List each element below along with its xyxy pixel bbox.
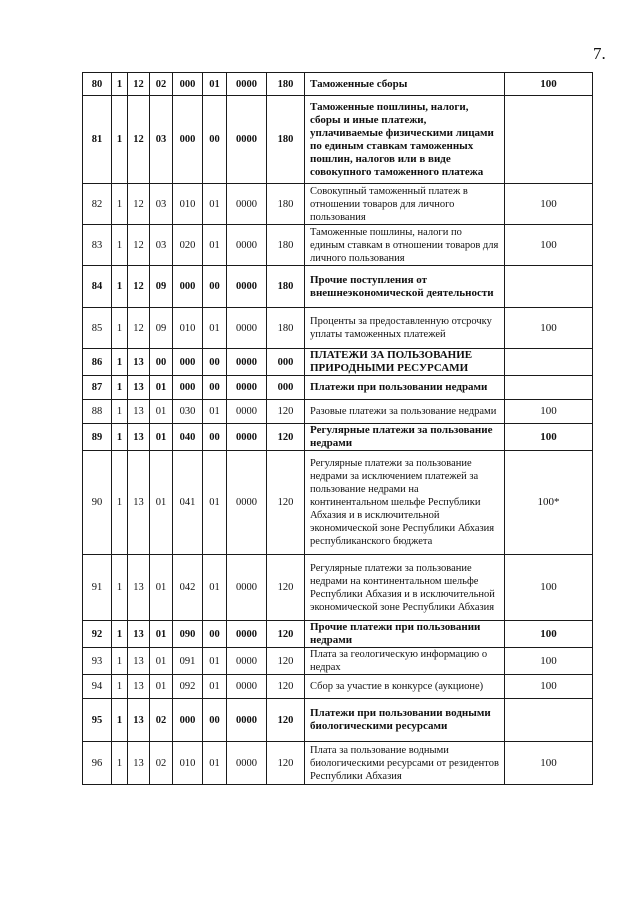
code-classification-cell: 120 — [267, 742, 305, 785]
table-row — [83, 621, 593, 648]
code-program-cell: 0000 — [227, 96, 267, 184]
code-classification-cell: 180 — [267, 96, 305, 184]
item-value-cell: 100 — [505, 675, 593, 699]
code-classification-cell: 180 — [267, 266, 305, 308]
code-element-cell: 00 — [203, 424, 227, 451]
code-subgroup-cell: 12 — [128, 73, 150, 96]
item-value-cell: 100 — [505, 555, 593, 621]
code-article-cell: 01 — [150, 451, 173, 555]
row-number-cell: 91 — [83, 555, 112, 621]
item-value-cell: 100 — [505, 225, 593, 266]
item-name-cell: Регулярные платежи за пользование недрами — [305, 424, 505, 451]
code-subarticle-cell: 010 — [173, 308, 203, 349]
table-row — [83, 400, 593, 424]
item-name-cell: Платежи при пользовании водными биологическими ресурсами — [305, 699, 505, 742]
row-number-cell: 85 — [83, 308, 112, 349]
code-subgroup-cell: 13 — [128, 349, 150, 376]
item-name-cell: Совокупный таможенный платеж в отношении товаров для личного пользования — [305, 184, 505, 225]
code-element-cell: 01 — [203, 400, 227, 424]
code-subarticle-cell: 030 — [173, 400, 203, 424]
code-element-cell: 01 — [203, 742, 227, 785]
code-classification-cell: 120 — [267, 451, 305, 555]
code-classification-cell: 120 — [267, 699, 305, 742]
code-group-cell: 1 — [112, 555, 128, 621]
item-value-cell: 100 — [505, 621, 593, 648]
item-value-cell — [505, 349, 593, 376]
row-number-cell: 87 — [83, 376, 112, 400]
code-classification-cell: 120 — [267, 675, 305, 699]
code-subgroup-cell: 12 — [128, 225, 150, 266]
code-program-cell: 0000 — [227, 699, 267, 742]
table-row — [83, 742, 593, 785]
code-group-cell: 1 — [112, 184, 128, 225]
code-group-cell: 1 — [112, 699, 128, 742]
code-subgroup-cell: 12 — [128, 308, 150, 349]
code-article-cell: 03 — [150, 96, 173, 184]
code-article-cell: 00 — [150, 349, 173, 376]
row-number-cell: 81 — [83, 96, 112, 184]
code-group-cell: 1 — [112, 424, 128, 451]
code-program-cell: 0000 — [227, 648, 267, 675]
code-program-cell: 0000 — [227, 451, 267, 555]
item-name-cell: Таможенные сборы — [305, 73, 505, 96]
code-classification-cell: 120 — [267, 555, 305, 621]
code-subgroup-cell: 13 — [128, 699, 150, 742]
code-program-cell: 0000 — [227, 675, 267, 699]
row-number-cell: 82 — [83, 184, 112, 225]
code-element-cell: 01 — [203, 184, 227, 225]
item-value-cell: 100 — [505, 308, 593, 349]
code-article-cell: 02 — [150, 742, 173, 785]
code-subgroup-cell: 13 — [128, 424, 150, 451]
item-name-cell: Таможенные пошлины, налоги, сборы и иные платежи, уплачиваемые физическими лицами по единым ставкам таможенных пошлин, налогов или в виде совокупного таможенного платежа — [305, 96, 505, 184]
code-classification-cell: 120 — [267, 400, 305, 424]
code-article-cell: 09 — [150, 308, 173, 349]
item-value-cell: 100 — [505, 742, 593, 785]
table-row — [83, 699, 593, 742]
table-row — [83, 225, 593, 266]
table-row — [83, 73, 593, 96]
row-number-cell: 86 — [83, 349, 112, 376]
code-element-cell: 01 — [203, 225, 227, 266]
code-program-cell: 0000 — [227, 400, 267, 424]
code-element-cell: 01 — [203, 555, 227, 621]
code-subarticle-cell: 000 — [173, 699, 203, 742]
code-article-cell: 01 — [150, 675, 173, 699]
item-name-cell: Проценты за предоставленную отсрочку уплаты таможенных платежей — [305, 308, 505, 349]
item-value-cell — [505, 699, 593, 742]
code-subarticle-cell: 041 — [173, 451, 203, 555]
code-subgroup-cell: 12 — [128, 96, 150, 184]
code-subarticle-cell: 000 — [173, 73, 203, 96]
code-article-cell: 02 — [150, 699, 173, 742]
item-value-cell — [505, 266, 593, 308]
code-subgroup-cell: 13 — [128, 376, 150, 400]
code-subgroup-cell: 13 — [128, 648, 150, 675]
row-number-cell: 94 — [83, 675, 112, 699]
code-program-cell: 0000 — [227, 308, 267, 349]
code-subgroup-cell: 13 — [128, 621, 150, 648]
code-subarticle-cell: 010 — [173, 742, 203, 785]
code-article-cell: 01 — [150, 424, 173, 451]
code-element-cell: 00 — [203, 96, 227, 184]
row-number-cell: 90 — [83, 451, 112, 555]
row-number-cell: 89 — [83, 424, 112, 451]
table-row — [83, 308, 593, 349]
code-classification-cell: 120 — [267, 648, 305, 675]
table-row — [83, 376, 593, 400]
item-value-cell: 100 — [505, 400, 593, 424]
code-subgroup-cell: 12 — [128, 184, 150, 225]
item-value-cell: 100 — [505, 184, 593, 225]
item-value-cell — [505, 96, 593, 184]
code-program-cell: 0000 — [227, 266, 267, 308]
code-classification-cell: 180 — [267, 308, 305, 349]
code-program-cell: 0000 — [227, 376, 267, 400]
code-group-cell: 1 — [112, 451, 128, 555]
code-group-cell: 1 — [112, 73, 128, 96]
item-name-cell: Плата за пользование водными биологическими ресурсами от резидентов Республики Абхазия — [305, 742, 505, 785]
code-element-cell: 01 — [203, 675, 227, 699]
item-value-cell: 100 — [505, 648, 593, 675]
code-group-cell: 1 — [112, 675, 128, 699]
code-subgroup-cell: 13 — [128, 400, 150, 424]
code-subarticle-cell: 090 — [173, 621, 203, 648]
row-number-cell: 96 — [83, 742, 112, 785]
code-element-cell: 01 — [203, 73, 227, 96]
item-name-cell: Таможенные пошлины, налоги по единым ставкам в отношении товаров для личного пользования — [305, 225, 505, 266]
code-classification-cell: 120 — [267, 424, 305, 451]
code-subarticle-cell: 000 — [173, 266, 203, 308]
code-element-cell: 01 — [203, 451, 227, 555]
code-element-cell: 00 — [203, 349, 227, 376]
table-row — [83, 555, 593, 621]
code-group-cell: 1 — [112, 621, 128, 648]
code-classification-cell: 180 — [267, 73, 305, 96]
code-classification-cell: 180 — [267, 225, 305, 266]
code-group-cell: 1 — [112, 648, 128, 675]
row-number-cell: 83 — [83, 225, 112, 266]
code-group-cell: 1 — [112, 266, 128, 308]
code-subgroup-cell: 13 — [128, 675, 150, 699]
code-subarticle-cell: 000 — [173, 96, 203, 184]
code-article-cell: 03 — [150, 184, 173, 225]
code-subarticle-cell: 092 — [173, 675, 203, 699]
code-element-cell: 00 — [203, 699, 227, 742]
code-subarticle-cell: 091 — [173, 648, 203, 675]
row-number-cell: 84 — [83, 266, 112, 308]
code-article-cell: 09 — [150, 266, 173, 308]
item-name-cell: Регулярные платежи за пользование недрами за исключением платежей за пользование недрами на континентальном шельфе Республики Абхазия и в исключительной экономической зоне Республики Абхазия республиканского бюджета — [305, 451, 505, 555]
code-subarticle-cell: 010 — [173, 184, 203, 225]
code-article-cell: 01 — [150, 400, 173, 424]
code-classification-cell: 000 — [267, 376, 305, 400]
code-subgroup-cell: 13 — [128, 451, 150, 555]
item-name-cell: Разовые платежи за пользование недрами — [305, 400, 505, 424]
item-value-cell: 100 — [505, 424, 593, 451]
code-article-cell: 01 — [150, 621, 173, 648]
code-article-cell: 01 — [150, 555, 173, 621]
table-row — [83, 266, 593, 308]
code-article-cell: 03 — [150, 225, 173, 266]
table-row — [83, 349, 593, 376]
code-program-cell: 0000 — [227, 225, 267, 266]
code-program-cell: 0000 — [227, 349, 267, 376]
code-element-cell: 00 — [203, 266, 227, 308]
item-name-cell: Прочие платежи при пользовании недрами — [305, 621, 505, 648]
code-program-cell: 0000 — [227, 555, 267, 621]
code-subgroup-cell: 12 — [128, 266, 150, 308]
code-classification-cell: 000 — [267, 349, 305, 376]
row-number-cell: 80 — [83, 73, 112, 96]
code-subgroup-cell: 13 — [128, 555, 150, 621]
table-row — [83, 451, 593, 555]
code-group-cell: 1 — [112, 225, 128, 266]
item-name-cell: Платежи при пользовании недрами — [305, 376, 505, 400]
item-value-cell — [505, 376, 593, 400]
item-value-cell: 100* — [505, 451, 593, 555]
item-name-cell: Регулярные платежи за пользование недрами на континентальном шельфе Республики Абхазия и в исключительной экономической зоне Республики Абхазия — [305, 555, 505, 621]
table-row — [83, 184, 593, 225]
code-subarticle-cell: 000 — [173, 376, 203, 400]
code-subgroup-cell: 13 — [128, 742, 150, 785]
code-group-cell: 1 — [112, 400, 128, 424]
item-name-cell: Прочие поступления от внешнеэкономической деятельности — [305, 266, 505, 308]
row-number-cell: 95 — [83, 699, 112, 742]
code-article-cell: 02 — [150, 73, 173, 96]
item-name-cell: ПЛАТЕЖИ ЗА ПОЛЬЗОВАНИЕ ПРИРОДНЫМИ РЕСУРСАМИ — [305, 349, 505, 376]
table-row — [83, 424, 593, 451]
code-article-cell: 01 — [150, 648, 173, 675]
code-classification-cell: 120 — [267, 621, 305, 648]
code-program-cell: 0000 — [227, 742, 267, 785]
table-row — [83, 96, 593, 184]
code-element-cell: 01 — [203, 648, 227, 675]
table-row — [83, 675, 593, 699]
code-classification-cell: 180 — [267, 184, 305, 225]
row-number-cell: 88 — [83, 400, 112, 424]
table-row — [83, 648, 593, 675]
code-element-cell: 00 — [203, 376, 227, 400]
code-element-cell: 01 — [203, 308, 227, 349]
code-subarticle-cell: 042 — [173, 555, 203, 621]
code-program-cell: 0000 — [227, 424, 267, 451]
code-subarticle-cell: 000 — [173, 349, 203, 376]
item-name-cell: Сбор за участие в конкурсе (аукционе) — [305, 675, 505, 699]
code-group-cell: 1 — [112, 376, 128, 400]
item-value-cell: 100 — [505, 73, 593, 96]
code-program-cell: 0000 — [227, 621, 267, 648]
budget-classification-table — [82, 72, 593, 785]
page-number: 7. — [593, 44, 606, 63]
code-group-cell: 1 — [112, 349, 128, 376]
code-subarticle-cell: 040 — [173, 424, 203, 451]
code-group-cell: 1 — [112, 96, 128, 184]
code-group-cell: 1 — [112, 308, 128, 349]
row-number-cell: 92 — [83, 621, 112, 648]
item-name-cell: Плата за геологическую информацию о недрах — [305, 648, 505, 675]
code-program-cell: 0000 — [227, 73, 267, 96]
code-subarticle-cell: 020 — [173, 225, 203, 266]
code-program-cell: 0000 — [227, 184, 267, 225]
code-element-cell: 00 — [203, 621, 227, 648]
code-group-cell: 1 — [112, 742, 128, 785]
row-number-cell: 93 — [83, 648, 112, 675]
code-article-cell: 01 — [150, 376, 173, 400]
